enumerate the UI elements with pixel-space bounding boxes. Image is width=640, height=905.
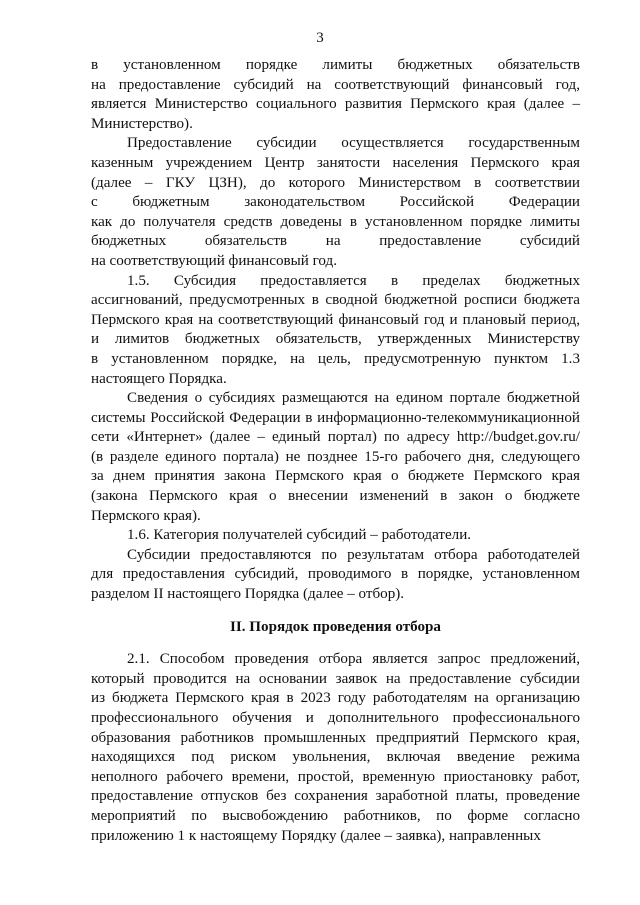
text-line: находящихся под риском увольнения, включая введение режима	[91, 749, 580, 766]
text-line: профессионального обучения и дополнительного профессионального	[91, 710, 580, 726]
text-line: 1.5. Субсидия предоставляется в пределах бюджетных	[127, 272, 580, 289]
text-line: Министерство).	[91, 115, 193, 132]
paragraph-p7	[91, 650, 580, 846]
text-line: (закона Пермского края о внесении изменений в закон о бюджете	[91, 488, 580, 505]
text-line: Предоставление субсидии осуществляется государственным	[127, 135, 580, 152]
text-line: (далее – ГКУ ЦЗН), до которого Министерством в соответствии	[91, 174, 580, 191]
paragraphs-after-heading	[91, 650, 580, 846]
text-line: как до получателя средств доведены в установленном порядке лимиты	[91, 213, 580, 230]
text-line: для предоставления субсидий, проводимого в порядке, установленном	[91, 566, 580, 583]
text-line: казенным учреждением Центр занятости населения Пермского края	[91, 154, 580, 171]
text-line: (в разделе единого портала) не позднее 15-го рабочего дня, следующего	[91, 448, 580, 465]
text-line: является Министерство социального развития Пермского края (далее –	[91, 96, 580, 113]
paragraph-p3	[91, 272, 580, 390]
text-line: который проводится на основании заявок на предоставление субсидии	[91, 670, 580, 687]
paragraph-p2	[91, 134, 580, 271]
text-line: ассигнований, предусмотренных в сводной бюджетной росписи бюджета	[91, 292, 580, 309]
text-line: и лимитов бюджетных обязательств, утвержденных Министерству	[91, 331, 580, 348]
text-line: системы Российской Федерации в информационно-телекоммуникационной	[91, 409, 580, 426]
text-line: образования работников промышленных предприятий Пермского края,	[91, 729, 580, 746]
text-line: на предоставление субсидий на соответствующий финансовый год,	[91, 76, 580, 93]
text-line: за днем принятия закона Пермского края о бюджете Пермского края	[91, 468, 580, 485]
text-line: на соответствующий финансовый год.	[91, 252, 337, 269]
text-line: бюджетных обязательств на предоставление субсидий	[91, 233, 580, 250]
paragraph-p1	[91, 56, 580, 134]
paragraphs-before-heading	[91, 56, 580, 605]
text-line: неполного рабочего времени, простой, временную приостановку работ,	[91, 768, 580, 785]
text-line: в установленном порядке, на цель, предусмотренную пунктом 1.3	[91, 350, 580, 367]
section-heading: II. Порядок проведения отбора	[230, 618, 441, 635]
text-line: сети «Интернет» (далее – единый портал) по адресу http://budget.gov.ru/	[91, 429, 580, 446]
text-line: разделом II настоящего Порядка (далее – отбор).	[91, 586, 405, 603]
text-line: с бюджетным законодательством Российской Федерации	[91, 194, 580, 211]
text-line: Пермского края).	[91, 507, 201, 524]
paragraph-p5	[91, 526, 580, 546]
text-line: в установленном порядке лимиты бюджетных обязательств	[91, 57, 580, 73]
text-line: Сведения о субсидиях размещаются на едином портале бюджетной	[127, 390, 580, 407]
text-line: Пермского края на соответствующий финансовый год и плановый период,	[91, 311, 580, 328]
text-line: 2.1. Способом проведения отбора является запрос предложений,	[127, 651, 580, 668]
text-line: из бюджета Пермского края в 2023 году работодателям на организацию	[91, 690, 580, 707]
page-number: 3	[316, 30, 324, 46]
document-body	[91, 56, 580, 846]
paragraph-p6	[91, 546, 580, 605]
text-line: 1.6. Категория получателей субсидий – работодатели.	[127, 527, 472, 544]
text-line: приложению 1 к настоящему Порядку (далее – заявка), направленных	[91, 827, 541, 844]
text-line: мероприятий по высвобождению работников, по форме согласно	[91, 807, 580, 824]
text-line: Субсидии предоставляются по результатам отбора работодателей	[127, 546, 580, 563]
text-line: предоставление отпусков без сохранения заработной платы, проведение	[91, 788, 580, 805]
paragraph-p4	[91, 389, 580, 526]
text-line: настоящего Порядка.	[91, 370, 227, 387]
